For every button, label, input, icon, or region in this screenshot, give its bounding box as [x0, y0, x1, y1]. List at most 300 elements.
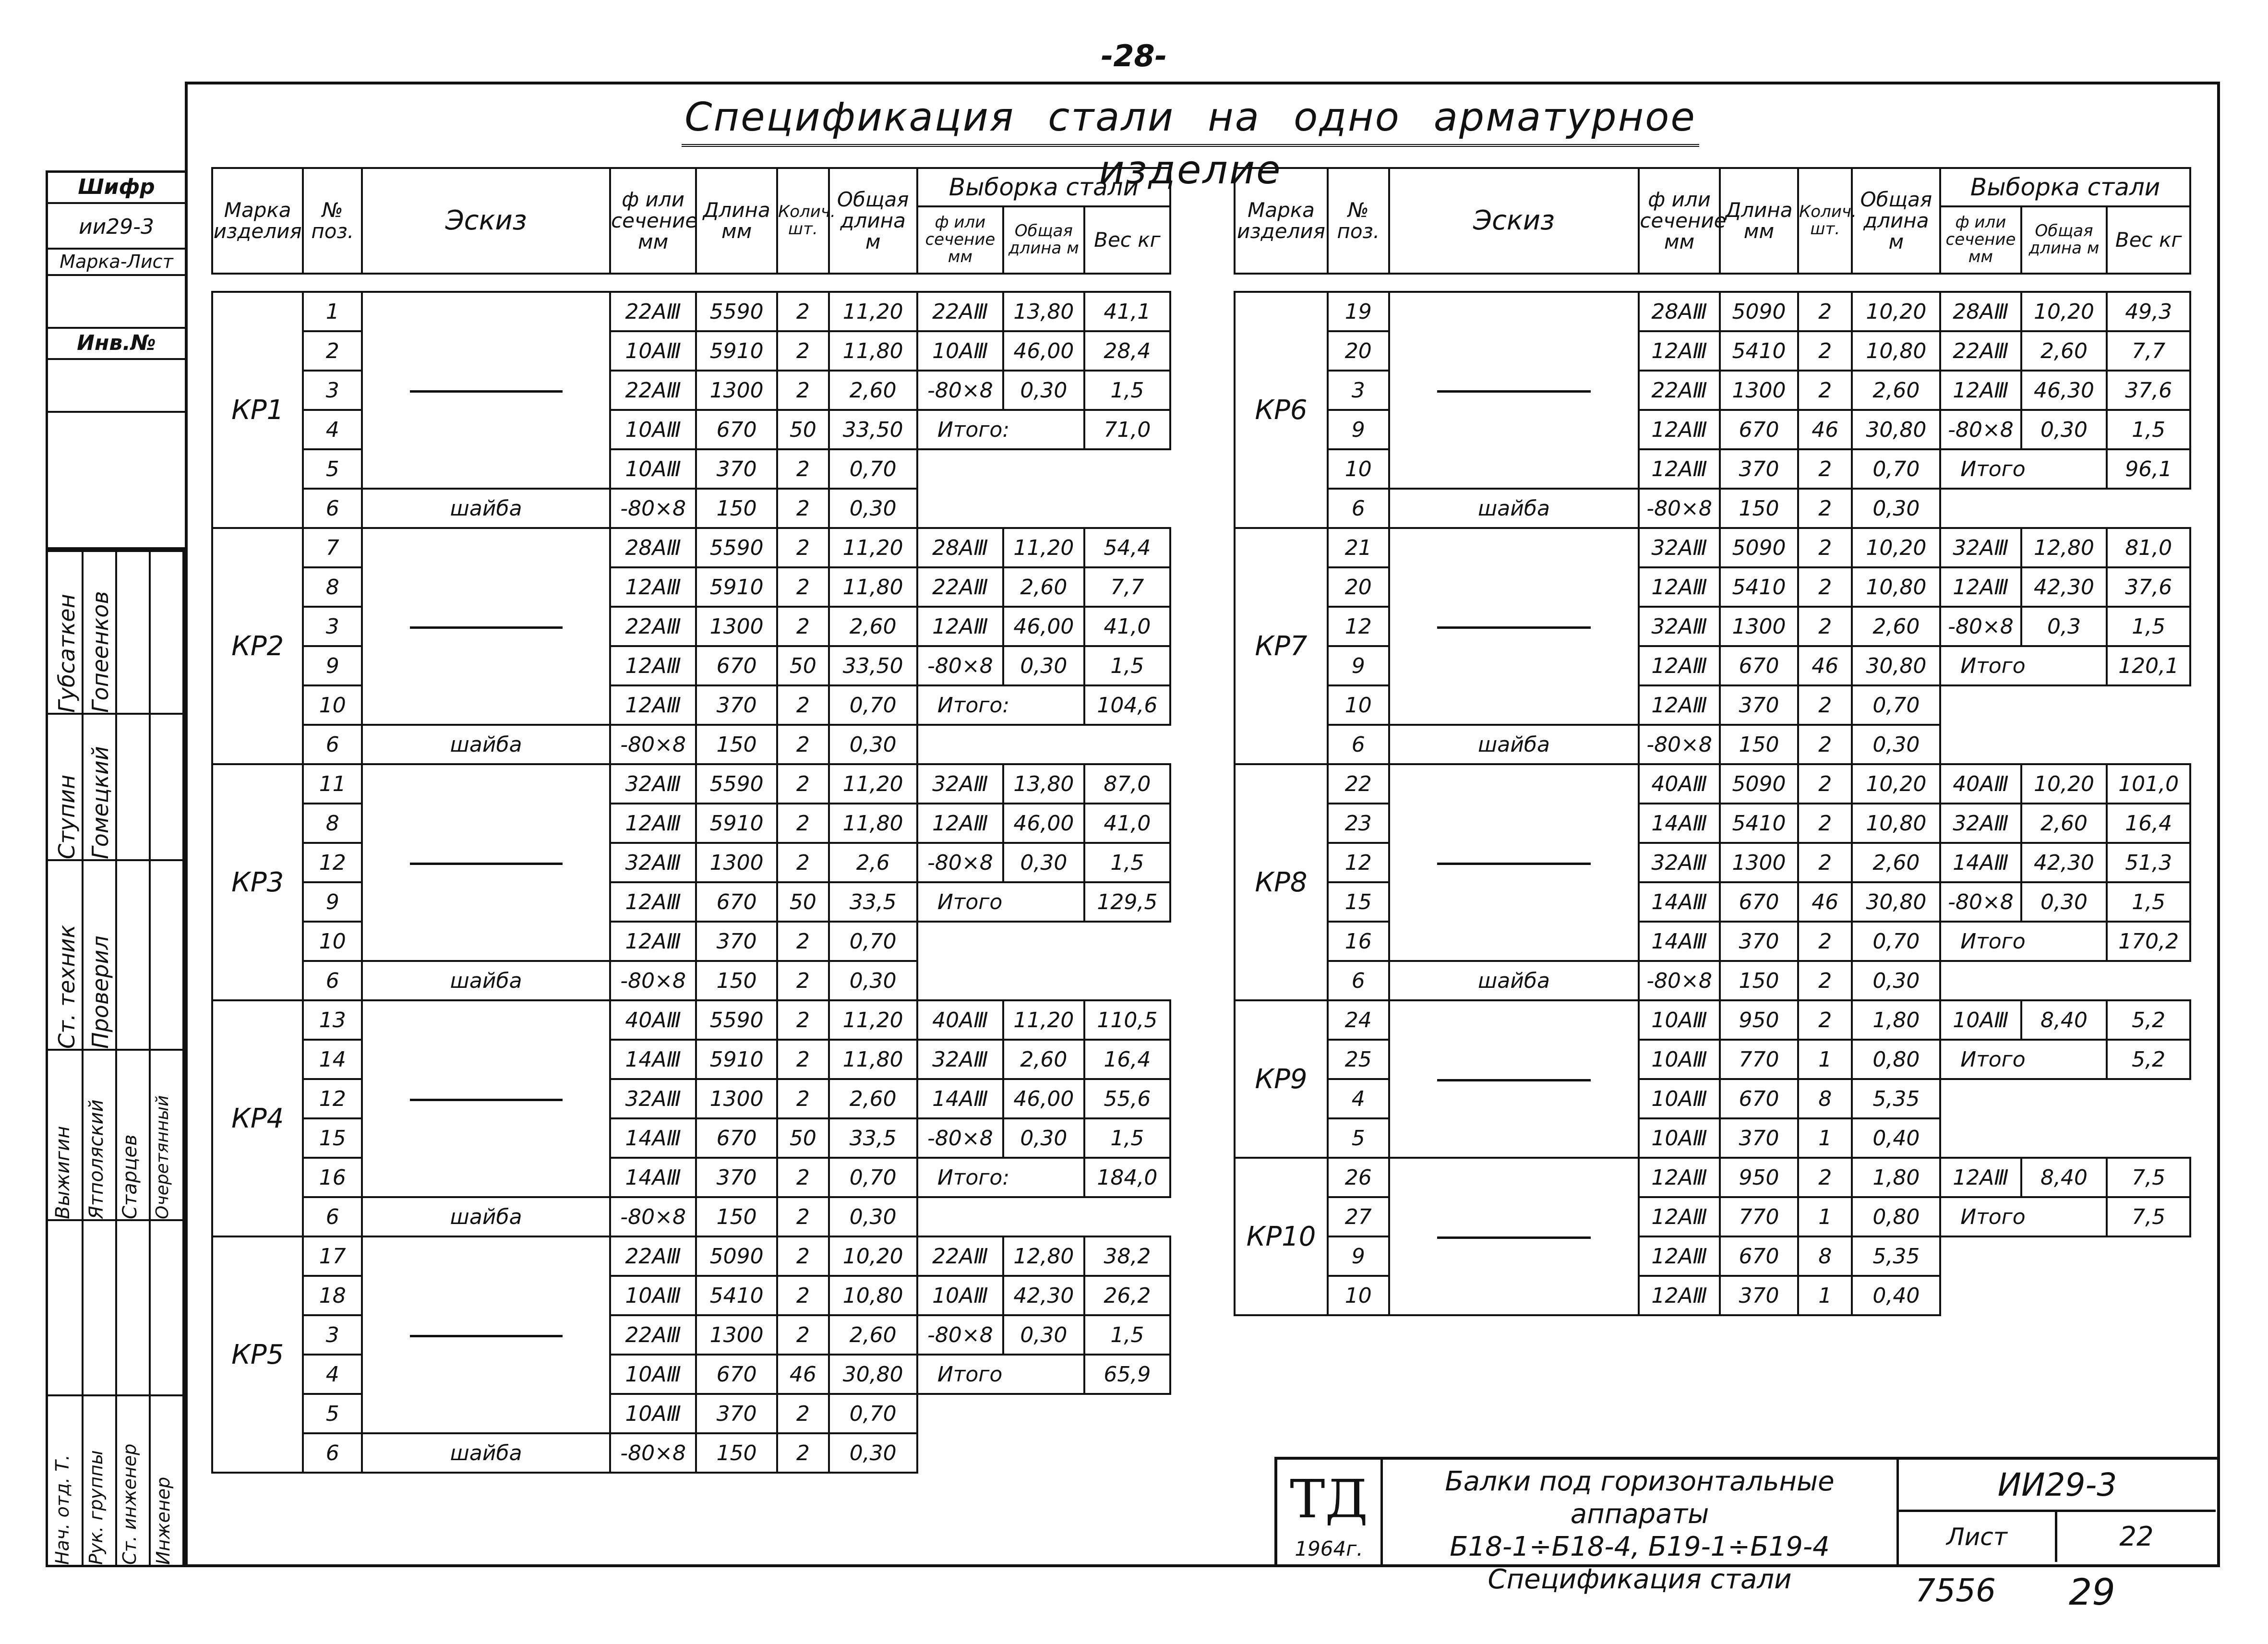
- bar-sketch: [1437, 863, 1591, 865]
- col2-label-1: Ст. техник: [54, 924, 80, 1049]
- bar-total-length: 11,20: [829, 292, 917, 331]
- selection-weight: 1,5: [2107, 607, 2190, 646]
- bar-section: 32АⅢ: [1639, 843, 1719, 882]
- selection-weight: 41,0: [1084, 607, 1170, 646]
- empty-selection-cell: [1940, 489, 2190, 528]
- sketch-cell: [1389, 528, 1639, 725]
- bar-section: 12АⅢ: [1639, 1276, 1719, 1315]
- bar-length: 1300: [1720, 607, 1798, 646]
- selection-length: 8,40: [2021, 1000, 2107, 1040]
- selection-weight: 1,5: [1084, 646, 1170, 685]
- table-row: [212, 371, 1170, 410]
- bar-quantity: 2: [777, 528, 828, 567]
- selection-weight: 1,5: [2107, 410, 2190, 449]
- position-number: 3: [303, 607, 362, 646]
- selection-weight: 1,5: [1084, 1118, 1170, 1158]
- bar-total-length: 0,70: [829, 1394, 917, 1433]
- bar-total-length: 33,5: [829, 1118, 917, 1158]
- inv-label: Инв.№: [48, 329, 185, 360]
- selection-length: 0,30: [1003, 1118, 1084, 1158]
- table-row: [212, 646, 1170, 685]
- bar-section: 12АⅢ: [610, 922, 696, 961]
- bar-quantity: 2: [1798, 804, 1852, 843]
- selection-length: 46,00: [1003, 607, 1084, 646]
- bar-section: -80×8: [1639, 961, 1719, 1000]
- bar-section: -80×8: [1639, 489, 1719, 528]
- total-weight: 120,1: [2107, 646, 2190, 685]
- bar-quantity: 2: [777, 804, 828, 843]
- bar-total-length: 2,6: [829, 843, 917, 882]
- col-total-length: Общая длина м: [829, 168, 917, 274]
- bar-section: -80×8: [610, 725, 696, 764]
- bar-total-length: 0,40: [1852, 1276, 1940, 1315]
- bar-section: 12АⅢ: [1639, 331, 1719, 371]
- stamp-year: 1964г.: [1295, 1537, 1363, 1560]
- bar-total-length: 2,60: [829, 607, 917, 646]
- selection-weight: 41,0: [1084, 804, 1170, 843]
- empty-selection-cell: [917, 725, 1170, 764]
- bar-sketch: [410, 863, 563, 865]
- col-v-section: ф или сечение мм: [917, 206, 1003, 274]
- selection-section: 12АⅢ: [1940, 567, 2021, 607]
- position-number: 6: [1328, 489, 1389, 528]
- bar-quantity: 50: [777, 882, 828, 922]
- bar-length: 1300: [696, 1315, 777, 1355]
- position-number: 12: [1328, 843, 1389, 882]
- table-row: [212, 1118, 1170, 1158]
- bar-quantity: 2: [777, 331, 828, 371]
- table-row: [212, 685, 1170, 725]
- bar-quantity: 2: [777, 371, 828, 410]
- bar-section: 10АⅢ: [610, 1355, 696, 1394]
- bar-section: 12АⅢ: [610, 882, 696, 922]
- bar-total-length: 0,70: [829, 1158, 917, 1197]
- bar-total-length: 33,50: [829, 410, 917, 449]
- right-spec-table: [1234, 167, 2191, 1316]
- bar-length: 370: [696, 685, 777, 725]
- bar-length: 150: [1720, 725, 1798, 764]
- approver-name-4: Очеретянный: [153, 1095, 172, 1219]
- table-row: [1235, 764, 2190, 804]
- selection-section: 32АⅢ: [917, 764, 1003, 804]
- selection-section: 10АⅢ: [1940, 1000, 2021, 1040]
- bar-section: 22АⅢ: [1639, 371, 1719, 410]
- sketch-cell: [1389, 292, 1639, 489]
- bar-section: 40АⅢ: [610, 1000, 696, 1040]
- approver-role-2: Рук. группы: [85, 1450, 107, 1565]
- table-row: [1235, 922, 2190, 961]
- bar-length: 5590: [696, 528, 777, 567]
- bar-length: 5090: [1720, 292, 1798, 331]
- position-number: 5: [303, 1394, 362, 1433]
- bar-length: 5590: [696, 764, 777, 804]
- bar-total-length: 2,60: [1852, 371, 1940, 410]
- col-eskiz: Эскиз: [362, 168, 610, 274]
- bar-quantity: 2: [777, 489, 828, 528]
- bar-total-length: 2,60: [1852, 607, 1940, 646]
- left-spec-table: [211, 167, 1171, 1474]
- selection-section: 40АⅢ: [917, 1000, 1003, 1040]
- total-weight: 104,6: [1084, 685, 1170, 725]
- selection-weight: 37,6: [2107, 567, 2190, 607]
- bar-sketch: [410, 626, 563, 629]
- col-poz: № поз.: [1328, 168, 1389, 274]
- bar-quantity: 2: [777, 1433, 828, 1473]
- table-row: [212, 764, 1170, 804]
- left-margin-block: [46, 170, 185, 552]
- approver-name-3: Старцев: [119, 1134, 141, 1219]
- bar-quantity: 46: [777, 1355, 828, 1394]
- selection-weight: 55,6: [1084, 1079, 1170, 1118]
- bar-length: 370: [1720, 1118, 1798, 1158]
- position-number: 8: [303, 804, 362, 843]
- total-weight: 5,2: [2107, 1040, 2190, 1079]
- bar-length: 150: [1720, 961, 1798, 1000]
- table-row: [1235, 882, 2190, 922]
- bar-length: 770: [1720, 1040, 1798, 1079]
- position-number: 15: [303, 1118, 362, 1158]
- col-poz: № поз.: [303, 168, 362, 274]
- bar-total-length: 10,20: [829, 1236, 917, 1276]
- bar-length: 5410: [1720, 331, 1798, 371]
- bar-length: 5410: [696, 1276, 777, 1315]
- selection-section: -80×8: [1940, 607, 2021, 646]
- selection-section: -80×8: [917, 646, 1003, 685]
- inv-cell: [48, 360, 185, 413]
- selection-length: 11,20: [1003, 528, 1084, 567]
- position-number: 25: [1328, 1040, 1389, 1079]
- selection-weight: 81,0: [2107, 528, 2190, 567]
- table-row: [212, 922, 1170, 961]
- approver-name-2: Ятполяский: [85, 1099, 108, 1219]
- bar-quantity: 2: [1798, 371, 1852, 410]
- selection-weight: 38,2: [1084, 1236, 1170, 1276]
- position-number: 20: [1328, 331, 1389, 371]
- position-number: 10: [1328, 1276, 1389, 1315]
- bar-quantity: 2: [777, 567, 828, 607]
- bar-length: 370: [696, 449, 777, 489]
- table-row: [212, 843, 1170, 882]
- washer-label: шайба: [362, 1197, 610, 1236]
- selection-length: 2,60: [1003, 567, 1084, 607]
- selection-length: 2,60: [2021, 331, 2107, 371]
- table-row: [212, 882, 1170, 922]
- col-vyborka: Выборка стали: [1940, 168, 2190, 206]
- sketch-cell: [1389, 1158, 1639, 1315]
- col3-name-2: Гопеенков: [87, 591, 113, 713]
- shifr-value: ии29-3: [48, 204, 185, 250]
- bar-quantity: 2: [777, 292, 828, 331]
- position-number: 6: [303, 1197, 362, 1236]
- table-row: [212, 1236, 1170, 1276]
- bar-quantity: 1: [1798, 1197, 1852, 1236]
- bar-section: 12АⅢ: [1639, 410, 1719, 449]
- bar-quantity: 2: [1798, 685, 1852, 725]
- bar-section: 22АⅢ: [610, 1236, 696, 1276]
- bar-total-length: 0,40: [1852, 1118, 1940, 1158]
- bar-length: 1300: [696, 371, 777, 410]
- position-number: 19: [1328, 292, 1389, 331]
- col-section: ф или сечение мм: [1639, 168, 1719, 274]
- position-number: 3: [303, 1315, 362, 1355]
- table-row: [212, 1158, 1170, 1197]
- selection-length: 42,30: [2021, 843, 2107, 882]
- item-mark: КР5: [212, 1236, 303, 1473]
- washer-label: шайба: [1389, 489, 1639, 528]
- empty-selection-cell: [917, 449, 1170, 528]
- total-label: Итого: [1940, 1040, 2107, 1079]
- sketch-cell: [362, 292, 610, 489]
- bar-length: 670: [696, 410, 777, 449]
- bar-section: 32АⅢ: [1639, 528, 1719, 567]
- selection-length: 0,30: [2021, 410, 2107, 449]
- bar-section: 32АⅢ: [610, 764, 696, 804]
- position-number: 8: [303, 567, 362, 607]
- bar-length: 150: [696, 1433, 777, 1473]
- selection-length: 46,00: [1003, 804, 1084, 843]
- col-vyborka: Выборка стали: [917, 168, 1170, 206]
- bar-quantity: 46: [1798, 882, 1852, 922]
- selection-length: 2,60: [2021, 804, 2107, 843]
- bar-total-length: 0,30: [829, 1433, 917, 1473]
- bar-length: 670: [1720, 410, 1798, 449]
- bar-section: 12АⅢ: [1639, 1197, 1719, 1236]
- bar-total-length: 11,20: [829, 528, 917, 567]
- bar-length: 150: [1720, 489, 1798, 528]
- selection-section: -80×8: [917, 1315, 1003, 1355]
- table-row: [212, 410, 1170, 449]
- bar-quantity: 2: [777, 1276, 828, 1315]
- table-row: [1235, 607, 2190, 646]
- stamp-desc-line-3: Спецификация стали: [1488, 1564, 1792, 1595]
- selection-section: 10АⅢ: [917, 331, 1003, 371]
- bar-quantity: 1: [1798, 1040, 1852, 1079]
- sheet-number: 22: [2119, 1521, 2154, 1552]
- table-row: [1235, 1158, 2190, 1197]
- selection-section: 28АⅢ: [917, 528, 1003, 567]
- bar-section: 14АⅢ: [610, 1040, 696, 1079]
- bar-length: 670: [1720, 646, 1798, 685]
- selection-section: 12АⅢ: [1940, 371, 2021, 410]
- total-weight: 7,5: [2107, 1197, 2190, 1236]
- bar-total-length: 10,80: [1852, 331, 1940, 371]
- empty-selection-cell: [917, 1394, 1170, 1473]
- bar-section: 22АⅢ: [610, 371, 696, 410]
- position-number: 3: [1328, 371, 1389, 410]
- bar-length: 150: [696, 489, 777, 528]
- position-number: 6: [303, 489, 362, 528]
- bar-total-length: 10,80: [1852, 567, 1940, 607]
- bar-quantity: 50: [777, 410, 828, 449]
- bar-total-length: 0,30: [829, 961, 917, 1000]
- selection-weight: 26,2: [1084, 1276, 1170, 1315]
- washer-label: шайба: [362, 1433, 610, 1473]
- total-weight: 96,1: [2107, 449, 2190, 489]
- bar-length: 150: [696, 1197, 777, 1236]
- bar-section: 12АⅢ: [610, 685, 696, 725]
- stamp-logo-cell: [1277, 1460, 1383, 1564]
- total-label: Итого: [917, 882, 1084, 922]
- bar-section: 12АⅢ: [1639, 685, 1719, 725]
- bar-length: 370: [1720, 922, 1798, 961]
- bar-section: 28АⅢ: [610, 528, 696, 567]
- total-label: Итого: [917, 1355, 1084, 1394]
- bar-section: 10АⅢ: [610, 410, 696, 449]
- bar-section: -80×8: [610, 489, 696, 528]
- col-length: Длина мм: [1720, 168, 1798, 274]
- selection-section: 32АⅢ: [1940, 528, 2021, 567]
- bar-total-length: 11,20: [829, 1000, 917, 1040]
- table-row: [1235, 489, 2190, 528]
- bar-length: 1300: [1720, 371, 1798, 410]
- bar-length: 370: [696, 922, 777, 961]
- bar-total-length: 0,70: [1852, 685, 1940, 725]
- bar-quantity: 8: [1798, 1079, 1852, 1118]
- item-mark: КР6: [1235, 292, 1328, 528]
- col-section: ф или сечение мм: [610, 168, 696, 274]
- selection-weight: 16,4: [2107, 804, 2190, 843]
- bar-quantity: 2: [1798, 922, 1852, 961]
- bar-total-length: 0,70: [829, 449, 917, 489]
- bar-sketch: [410, 1099, 563, 1101]
- position-number: 12: [1328, 607, 1389, 646]
- position-number: 15: [1328, 882, 1389, 922]
- selection-weight: 1,5: [2107, 882, 2190, 922]
- item-mark: КР1: [212, 292, 303, 528]
- bar-length: 5090: [1720, 528, 1798, 567]
- bar-length: 370: [696, 1394, 777, 1433]
- selection-section: 14АⅢ: [1940, 843, 2021, 882]
- selection-weight: 1,5: [1084, 1315, 1170, 1355]
- bar-total-length: 2,60: [829, 1079, 917, 1118]
- bar-quantity: 2: [1798, 961, 1852, 1000]
- page-number: -28-: [1101, 38, 1167, 73]
- selection-weight: 101,0: [2107, 764, 2190, 804]
- selection-length: 0,30: [2021, 882, 2107, 922]
- selection-weight: 1,5: [1084, 371, 1170, 410]
- sketch-cell: [1389, 764, 1639, 961]
- position-number: 23: [1328, 804, 1389, 843]
- selection-length: 12,80: [2021, 528, 2107, 567]
- table-row: [1235, 371, 2190, 410]
- selection-section: -80×8: [1940, 410, 2021, 449]
- bar-total-length: 10,20: [1852, 528, 1940, 567]
- stamp-description: [1383, 1460, 1899, 1595]
- total-weight: 71,0: [1084, 410, 1170, 449]
- bar-section: 10АⅢ: [1639, 1079, 1719, 1118]
- selection-length: 46,30: [2021, 371, 2107, 410]
- selection-length: 10,20: [2021, 764, 2107, 804]
- sketch-cell: [362, 764, 610, 961]
- bar-sketch: [410, 1335, 563, 1337]
- approver-role-1: Нач. отд. Т.: [52, 1454, 73, 1565]
- bar-quantity: 2: [1798, 292, 1852, 331]
- bar-quantity: 2: [777, 725, 828, 764]
- position-number: 2: [303, 331, 362, 371]
- bar-quantity: 2: [1798, 725, 1852, 764]
- selection-section: -80×8: [1940, 882, 2021, 922]
- bar-quantity: 2: [1798, 528, 1852, 567]
- position-number: 9: [1328, 646, 1389, 685]
- bar-section: 22АⅢ: [610, 1315, 696, 1355]
- selection-weight: 16,4: [1084, 1040, 1170, 1079]
- selection-section: 12АⅢ: [1940, 1158, 2021, 1197]
- bar-section: 10АⅢ: [1639, 1118, 1719, 1158]
- bar-total-length: 10,80: [1852, 804, 1940, 843]
- table-row: [1235, 567, 2190, 607]
- selection-weight: 1,5: [1084, 843, 1170, 882]
- position-number: 26: [1328, 1158, 1389, 1197]
- position-number: 17: [303, 1236, 362, 1276]
- bar-quantity: 2: [777, 922, 828, 961]
- bar-section: -80×8: [610, 1197, 696, 1236]
- position-number: 18: [303, 1276, 362, 1315]
- bar-quantity: 2: [777, 961, 828, 1000]
- table-row: [1235, 843, 2190, 882]
- position-number: 16: [1328, 922, 1389, 961]
- bar-section: 32АⅢ: [610, 843, 696, 882]
- marka-list-label: Марка-Лист: [48, 250, 185, 276]
- empty-cell: [48, 413, 185, 550]
- bottom-right-number: 29: [2069, 1571, 2115, 1613]
- selection-section: 22АⅢ: [1940, 331, 2021, 371]
- table-row: [212, 607, 1170, 646]
- bar-total-length: 0,30: [1852, 489, 1940, 528]
- sketch-cell: [1389, 1000, 1639, 1158]
- bar-length: 5910: [696, 804, 777, 843]
- bar-quantity: 1: [1798, 1276, 1852, 1315]
- bar-total-length: 11,80: [829, 804, 917, 843]
- empty-selection-cell: [1940, 1079, 2190, 1158]
- bar-section: 10АⅢ: [610, 1394, 696, 1433]
- selection-weight: 7,5: [2107, 1158, 2190, 1197]
- table-row: [1235, 1079, 2190, 1118]
- position-number: 4: [303, 1355, 362, 1394]
- td-logo: ТД: [1290, 1468, 1368, 1530]
- position-number: 12: [303, 843, 362, 882]
- bar-section: 12АⅢ: [1639, 1236, 1719, 1276]
- bottom-left-number: 7556: [1915, 1572, 1996, 1609]
- sketch-cell: [362, 1236, 610, 1433]
- table-row: [1235, 1236, 2190, 1276]
- bar-quantity: 2: [777, 1040, 828, 1079]
- bar-total-length: 33,5: [829, 882, 917, 922]
- table-row: [1235, 685, 2190, 725]
- marka-list-cell: [48, 276, 185, 329]
- bar-length: 5090: [1720, 764, 1798, 804]
- col-eskiz: Эскиз: [1389, 168, 1639, 274]
- bar-section: 14АⅢ: [610, 1158, 696, 1197]
- bar-quantity: 2: [777, 764, 828, 804]
- bar-sketch: [1437, 1079, 1591, 1081]
- bar-total-length: 11,80: [829, 567, 917, 607]
- bar-quantity: 2: [1798, 607, 1852, 646]
- selection-length: 0,30: [1003, 1315, 1084, 1355]
- selection-length: 13,80: [1003, 764, 1084, 804]
- position-number: 10: [1328, 449, 1389, 489]
- bar-section: 12АⅢ: [610, 567, 696, 607]
- bar-length: 1300: [1720, 843, 1798, 882]
- bar-quantity: 2: [777, 1000, 828, 1040]
- col-v-weight: Вес кг: [1084, 206, 1170, 274]
- col-v-section: ф или сечение мм: [1940, 206, 2021, 274]
- bar-length: 950: [1720, 1158, 1798, 1197]
- bar-section: 32АⅢ: [610, 1079, 696, 1118]
- bar-section: 10АⅢ: [610, 449, 696, 489]
- selection-length: 46,00: [1003, 331, 1084, 371]
- empty-selection-cell: [1940, 1236, 2190, 1315]
- col-v-length: Общая длина м: [2021, 206, 2107, 274]
